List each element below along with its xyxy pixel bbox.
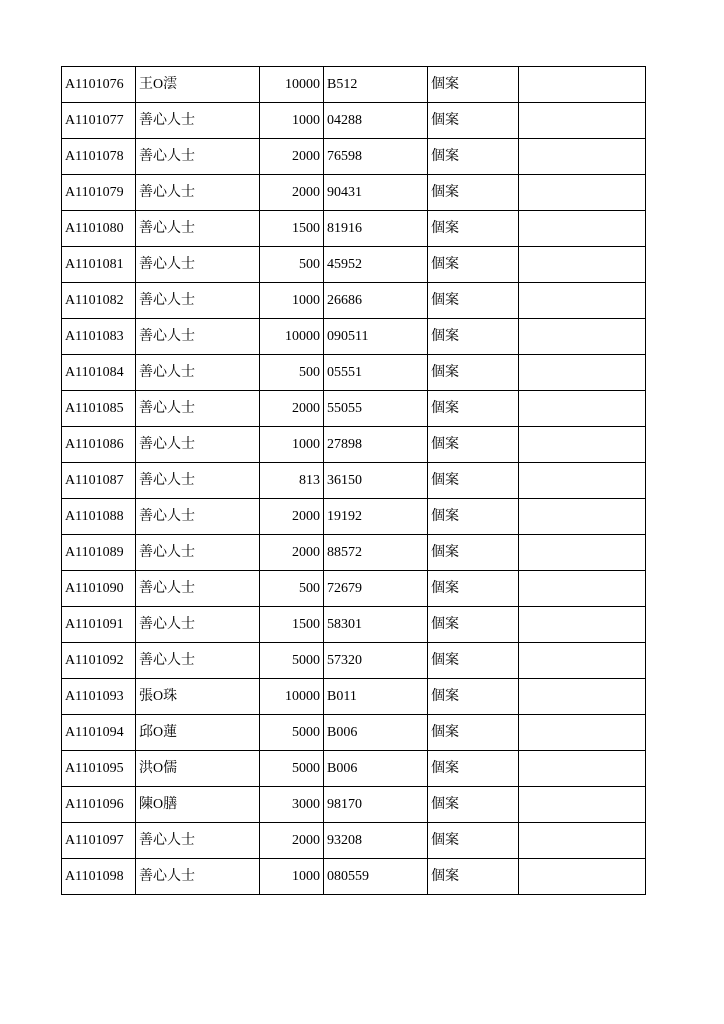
table-row	[62, 499, 646, 535]
amount-cell: 500	[260, 247, 324, 283]
note-cell	[519, 679, 646, 715]
reference-cell: 76598	[324, 139, 428, 175]
donor-name-cell: 洪O儒	[136, 751, 260, 787]
note-cell	[519, 247, 646, 283]
note-cell	[519, 211, 646, 247]
amount-cell: 1000	[260, 427, 324, 463]
donor-name-cell: 善心人士	[136, 823, 260, 859]
table-row	[62, 139, 646, 175]
reference-cell: 88572	[324, 535, 428, 571]
reference-cell: 45952	[324, 247, 428, 283]
receipt-id-cell: A1101079	[62, 175, 136, 211]
note-cell	[519, 67, 646, 103]
donation-table	[61, 66, 646, 895]
note-cell	[519, 175, 646, 211]
donor-name-cell: 善心人士	[136, 283, 260, 319]
table-row	[62, 607, 646, 643]
receipt-id-cell: A1101095	[62, 751, 136, 787]
note-cell	[519, 823, 646, 859]
receipt-id-cell: A1101080	[62, 211, 136, 247]
table-row	[62, 535, 646, 571]
donor-name-cell: 張O珠	[136, 679, 260, 715]
receipt-id-cell: A1101092	[62, 643, 136, 679]
reference-cell: 55055	[324, 391, 428, 427]
note-cell	[519, 535, 646, 571]
reference-cell: 36150	[324, 463, 428, 499]
donor-name-cell: 善心人士	[136, 391, 260, 427]
note-cell	[519, 643, 646, 679]
donor-name-cell: 善心人士	[136, 211, 260, 247]
receipt-id-cell: A1101084	[62, 355, 136, 391]
category-cell: 個案	[428, 571, 519, 607]
donor-name-cell: 善心人士	[136, 427, 260, 463]
category-cell: 個案	[428, 211, 519, 247]
receipt-id-cell: A1101098	[62, 859, 136, 895]
reference-cell: 19192	[324, 499, 428, 535]
amount-cell: 5000	[260, 751, 324, 787]
category-cell: 個案	[428, 859, 519, 895]
receipt-id-cell: A1101082	[62, 283, 136, 319]
reference-cell: 72679	[324, 571, 428, 607]
amount-cell: 2000	[260, 391, 324, 427]
reference-cell: 57320	[324, 643, 428, 679]
amount-cell: 10000	[260, 679, 324, 715]
donor-name-cell: 善心人士	[136, 535, 260, 571]
note-cell	[519, 427, 646, 463]
reference-cell: 58301	[324, 607, 428, 643]
donor-name-cell: 善心人士	[136, 355, 260, 391]
note-cell	[519, 463, 646, 499]
reference-cell: 04288	[324, 103, 428, 139]
category-cell: 個案	[428, 355, 519, 391]
category-cell: 個案	[428, 103, 519, 139]
donor-name-cell: 善心人士	[136, 643, 260, 679]
amount-cell: 1500	[260, 211, 324, 247]
table-row	[62, 427, 646, 463]
amount-cell: 2000	[260, 175, 324, 211]
receipt-id-cell: A1101077	[62, 103, 136, 139]
table-row	[62, 751, 646, 787]
receipt-id-cell: A1101091	[62, 607, 136, 643]
table-row	[62, 175, 646, 211]
reference-cell: 81916	[324, 211, 428, 247]
amount-cell: 813	[260, 463, 324, 499]
category-cell: 個案	[428, 751, 519, 787]
donor-name-cell: 陳O膳	[136, 787, 260, 823]
table-row	[62, 391, 646, 427]
receipt-id-cell: A1101093	[62, 679, 136, 715]
category-cell: 個案	[428, 391, 519, 427]
donor-name-cell: 善心人士	[136, 175, 260, 211]
table-row	[62, 679, 646, 715]
donation-table-body	[62, 67, 646, 895]
note-cell	[519, 751, 646, 787]
donor-name-cell: 善心人士	[136, 319, 260, 355]
table-row	[62, 247, 646, 283]
category-cell: 個案	[428, 607, 519, 643]
note-cell	[519, 103, 646, 139]
category-cell: 個案	[428, 175, 519, 211]
amount-cell: 3000	[260, 787, 324, 823]
amount-cell: 2000	[260, 139, 324, 175]
category-cell: 個案	[428, 319, 519, 355]
donor-name-cell: 善心人士	[136, 139, 260, 175]
receipt-id-cell: A1101081	[62, 247, 136, 283]
category-cell: 個案	[428, 535, 519, 571]
category-cell: 個案	[428, 499, 519, 535]
table-row	[62, 571, 646, 607]
table-row	[62, 715, 646, 751]
amount-cell: 1500	[260, 607, 324, 643]
note-cell	[519, 391, 646, 427]
reference-cell: 98170	[324, 787, 428, 823]
note-cell	[519, 319, 646, 355]
donor-name-cell: 善心人士	[136, 103, 260, 139]
category-cell: 個案	[428, 787, 519, 823]
reference-cell: 080559	[324, 859, 428, 895]
receipt-id-cell: A1101083	[62, 319, 136, 355]
amount-cell: 10000	[260, 67, 324, 103]
table-row	[62, 103, 646, 139]
donor-name-cell: 邱O蓮	[136, 715, 260, 751]
category-cell: 個案	[428, 715, 519, 751]
receipt-id-cell: A1101076	[62, 67, 136, 103]
table-row	[62, 463, 646, 499]
donor-name-cell: 善心人士	[136, 571, 260, 607]
category-cell: 個案	[428, 283, 519, 319]
receipt-id-cell: A1101089	[62, 535, 136, 571]
donor-name-cell: 善心人士	[136, 247, 260, 283]
receipt-id-cell: A1101090	[62, 571, 136, 607]
donor-name-cell: 善心人士	[136, 607, 260, 643]
category-cell: 個案	[428, 247, 519, 283]
amount-cell: 500	[260, 355, 324, 391]
table-row	[62, 211, 646, 247]
reference-cell: 27898	[324, 427, 428, 463]
table-row	[62, 67, 646, 103]
table-row	[62, 859, 646, 895]
note-cell	[519, 607, 646, 643]
table-row	[62, 787, 646, 823]
amount-cell: 5000	[260, 715, 324, 751]
category-cell: 個案	[428, 139, 519, 175]
amount-cell: 1000	[260, 103, 324, 139]
receipt-id-cell: A1101087	[62, 463, 136, 499]
note-cell	[519, 283, 646, 319]
donor-name-cell: 善心人士	[136, 463, 260, 499]
reference-cell: 90431	[324, 175, 428, 211]
receipt-id-cell: A1101085	[62, 391, 136, 427]
amount-cell: 2000	[260, 535, 324, 571]
receipt-id-cell: A1101097	[62, 823, 136, 859]
receipt-id-cell: A1101096	[62, 787, 136, 823]
category-cell: 個案	[428, 643, 519, 679]
note-cell	[519, 715, 646, 751]
donor-name-cell: 善心人士	[136, 499, 260, 535]
category-cell: 個案	[428, 823, 519, 859]
reference-cell: B006	[324, 751, 428, 787]
table-row	[62, 643, 646, 679]
receipt-id-cell: A1101094	[62, 715, 136, 751]
amount-cell: 1000	[260, 859, 324, 895]
reference-cell: 93208	[324, 823, 428, 859]
note-cell	[519, 499, 646, 535]
donor-name-cell: 王O澐	[136, 67, 260, 103]
reference-cell: 05551	[324, 355, 428, 391]
donor-name-cell: 善心人士	[136, 859, 260, 895]
table-row	[62, 355, 646, 391]
note-cell	[519, 571, 646, 607]
note-cell	[519, 355, 646, 391]
table-row	[62, 823, 646, 859]
receipt-id-cell: A1101078	[62, 139, 136, 175]
amount-cell: 2000	[260, 823, 324, 859]
table-row	[62, 283, 646, 319]
reference-cell: B006	[324, 715, 428, 751]
category-cell: 個案	[428, 463, 519, 499]
note-cell	[519, 139, 646, 175]
reference-cell: B512	[324, 67, 428, 103]
reference-cell: 090511	[324, 319, 428, 355]
amount-cell: 1000	[260, 283, 324, 319]
amount-cell: 2000	[260, 499, 324, 535]
receipt-id-cell: A1101086	[62, 427, 136, 463]
amount-cell: 5000	[260, 643, 324, 679]
amount-cell: 10000	[260, 319, 324, 355]
note-cell	[519, 859, 646, 895]
category-cell: 個案	[428, 679, 519, 715]
reference-cell: 26686	[324, 283, 428, 319]
note-cell	[519, 787, 646, 823]
amount-cell: 500	[260, 571, 324, 607]
table-row	[62, 319, 646, 355]
category-cell: 個案	[428, 427, 519, 463]
category-cell: 個案	[428, 67, 519, 103]
receipt-id-cell: A1101088	[62, 499, 136, 535]
reference-cell: B011	[324, 679, 428, 715]
